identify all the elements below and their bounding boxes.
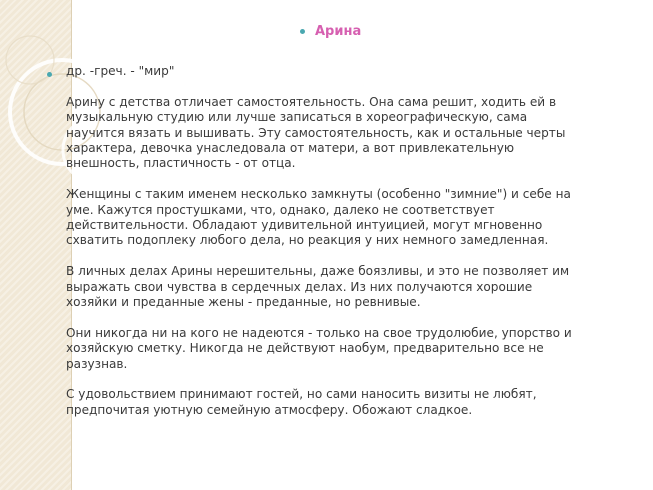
body-text (66, 64, 622, 418)
title-bullet-icon (300, 29, 305, 34)
paragraph-etymology: др. -греч. - "мир" (66, 64, 175, 78)
body-bullet-icon (47, 72, 52, 77)
paragraph-personal: В личных делах Арины нерешительны, даже боязливы, и это не позволяет им выражать свои чувства в сердечных делах. Из них получаются хорошие хозяйки и преданные жены - преданные, но ревнивые. (66, 264, 570, 310)
page-title: Арина (315, 23, 362, 39)
title-row (300, 22, 361, 40)
paragraph-hospitality: С удовольствием принимают гостей, но сами наносить визиты не любят, предпочитая уютную семейную атмосферу. Обожают сладкое. (66, 387, 537, 417)
paragraph-work: Они никогда ни на кого не надеются - только на свое трудолюбие, упорство и хозяйскую сметку. Никогда не действуют наобум, предварительно все не разузнав. (66, 325, 572, 371)
paragraph-character: Женщины с таким именем несколько замкнуты (особенно "зимние") и себе на уме. Кажутся простушками, что, однако, далеко не соответствует действительности. Обладают удивительной интуицией, могут мгновенно схватить подоплеку любого дела, но реакция у них немного замедленная. (66, 187, 571, 248)
paragraph-childhood: Арину с детства отличает самостоятельность. Она сама решит, ходить ей в музыкальную студию или лучше записаться в хореографическую, сама научится вязать и вышивать. Эту самостоятельность, как и остальные черты характера, девочка унаследовала от матери, а вот привлекательную внешность, пластичность - от отца. (66, 94, 566, 171)
